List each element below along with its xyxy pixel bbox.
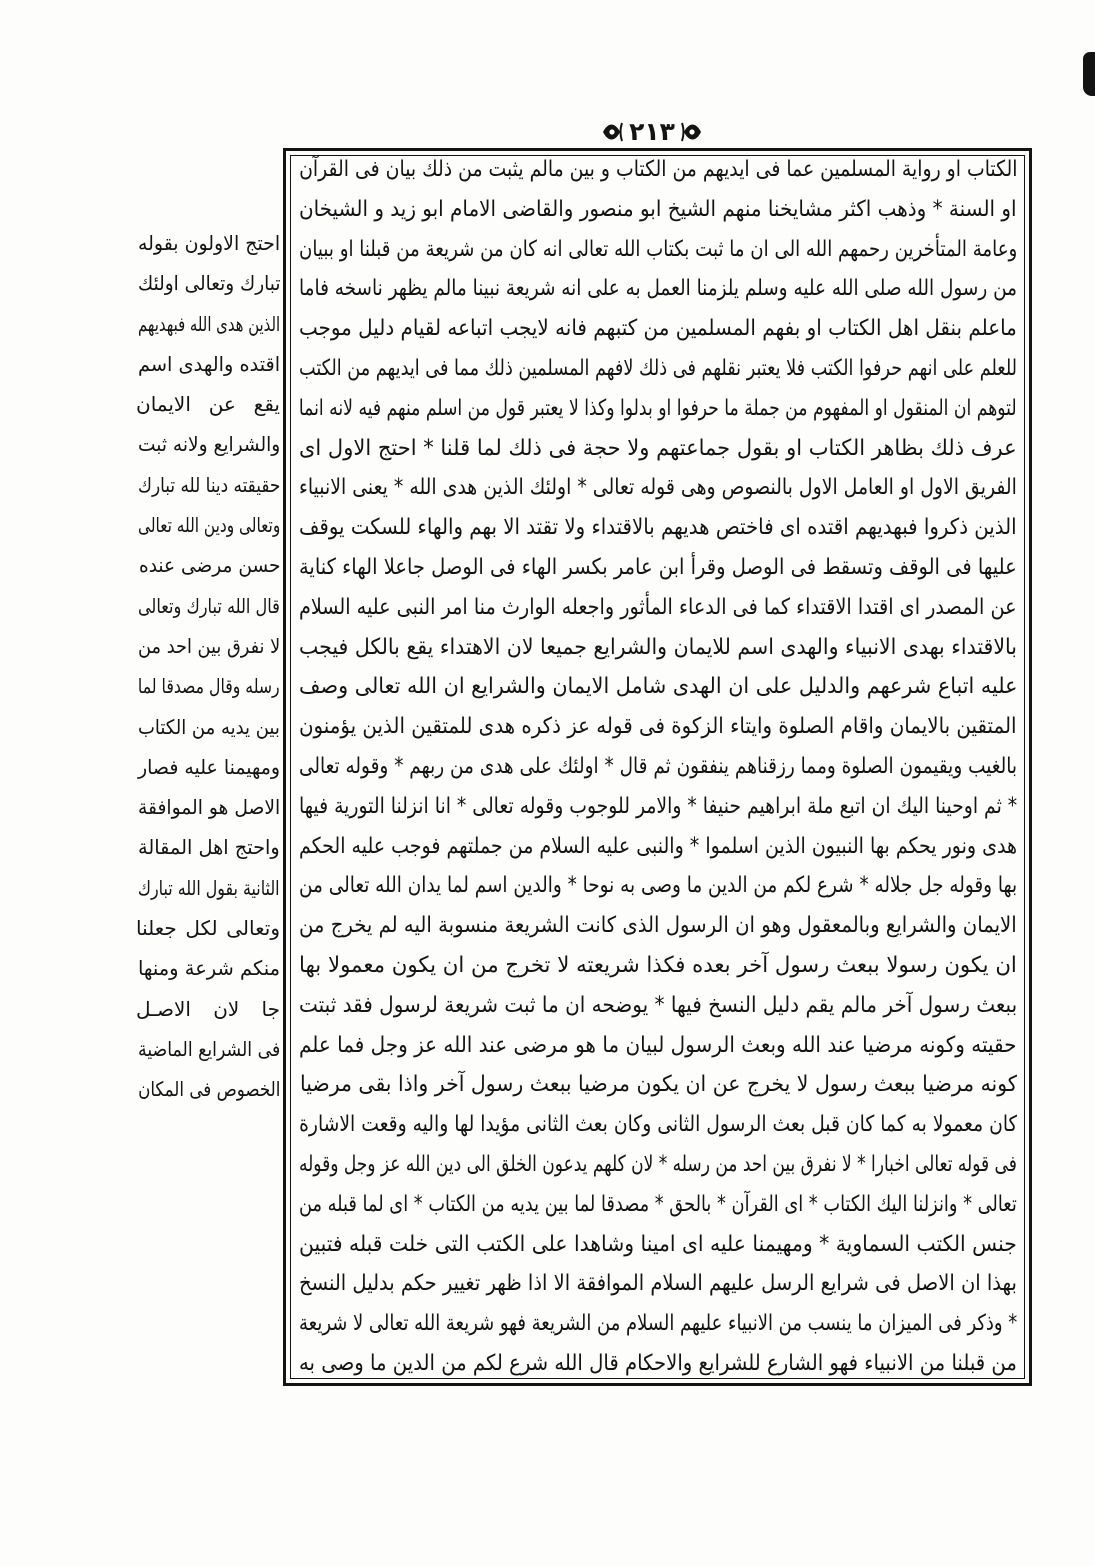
text-line <box>297 986 1017 1026</box>
line-text: بالاقتداء بهدى الانبياء والهدى اسم للايمان والشرايع جميعا لان الاهتداء يقع بالكل فيجب <box>299 634 1017 660</box>
margin-line-text: قال الله تبارك وتعالى <box>138 593 280 618</box>
margin-line-text: يقع عن الايمان <box>136 392 280 417</box>
margin-line <box>136 747 280 787</box>
margin-line <box>136 989 280 1029</box>
margin-line-text: منكم شرعة ومنها <box>138 956 280 981</box>
line-text: تعالى * وانزلنا اليك الكتاب * اى القرآن * بالحق * مصدقا لما بين يديه من الكتاب * اى لما قبله من <box>299 1191 1017 1217</box>
text-line <box>297 827 1017 867</box>
margin-line-text: رسله وقال مصدقا لما <box>138 674 280 699</box>
line-text: من رسول الله صلى الله عليه وسلم يلزمنا العمل به على انه شريعة نبينا مالم يظهر ناسخه فاما <box>298 276 1017 302</box>
text-line <box>297 946 1017 986</box>
line-text: كان معمولا به كما كان قبل بعث الرسول الثانى وكان بعث الثانى مؤيدا لها واليه وقعت الاشارة <box>298 1112 1017 1138</box>
text-line <box>297 309 1017 349</box>
margin-note-block <box>136 223 280 1110</box>
margin-line-text: حسن مرضى عنده <box>138 553 280 578</box>
text-line <box>297 1105 1017 1145</box>
margin-line-text: ومهيمنا عليه فصار <box>138 754 280 779</box>
margin-line <box>136 384 280 424</box>
text-line <box>297 667 1017 707</box>
text-line <box>297 1304 1017 1344</box>
margin-line-text: تبارك وتعالى اولئك <box>137 271 280 296</box>
text-line <box>297 230 1017 270</box>
margin-line-text: احتج الاولون بقوله <box>137 231 280 255</box>
line-text: عليها فى الوقف وتسقط فى الوصل وقرأ ابن عامر بكسر الهاء فى الوصل جاعلا الهاء كناية <box>299 554 1017 580</box>
margin-line <box>136 787 280 827</box>
margin-line <box>136 263 280 303</box>
margin-line <box>136 223 280 263</box>
text-line <box>297 349 1017 389</box>
margin-line-text: واحتج اهل المقالة <box>138 835 280 860</box>
line-text: من قبلنا من الانبياء فهو الشارع للشرايع والاحكام قال الله شرع لكم من الدين ما وصى به <box>299 1350 1017 1376</box>
text-line <box>297 1185 1017 1225</box>
line-text: هدى ونور يحكم بها النبيون الذين اسلموا * والنبى عليه السلام من جملتهم فوجب عليه الحكم <box>299 833 1017 859</box>
margin-line <box>136 1029 280 1069</box>
text-line <box>297 190 1017 230</box>
margin-line <box>136 304 280 344</box>
margin-line-text: لا نفرق بين احد من <box>137 633 280 658</box>
margin-line <box>136 827 280 867</box>
margin-line-text: جا لان الاصـل <box>136 996 280 1021</box>
text-line <box>297 1225 1017 1265</box>
margin-line <box>136 586 280 626</box>
line-text: او السنة * وذهب اكثر مشايخنا منهم الشيخ ابو منصور والقاضى الامام ابو زيد و الشيخان <box>299 196 1017 222</box>
ornament-left-icon <box>601 118 625 146</box>
margin-line-text: الاصل هو الموافقة <box>137 795 280 820</box>
line-text: بالغيب ويقيمون الصلوة ومما رزقناهم ينفقون ثم قال * اولئك على هدى من ربهم * وقوله تعالى <box>298 753 1017 779</box>
margin-line <box>136 948 280 988</box>
text-line <box>297 866 1017 906</box>
text-line <box>297 707 1017 747</box>
line-text: المتقين بالايمان واقام الصلوة وايتاء الزكوة فى قوله عز ذكره هدى للمتقين الذين يؤمنون <box>299 714 1017 740</box>
text-line <box>297 150 1017 190</box>
margin-line-text: فى الشرايع الماضية <box>137 1036 280 1061</box>
margin-line <box>136 868 280 908</box>
margin-line-text: الثانية بقول الله تبارك <box>138 875 280 900</box>
line-text: الكتاب او رواية المسلمين عما فى ايديهم من الكتاب و بين مالم يثبت من ذلك بيان فى القرآن <box>298 157 1017 182</box>
margin-line-text: بين يديه من الكتاب <box>138 714 280 739</box>
line-text: كونه مرضيا ببعث رسول لا يخرج عن ان يكون مرضيا ببعث رسول آخر واذا بقى مرضيا <box>299 1072 1017 1098</box>
margin-line-text: اقتده والهدى اسم <box>137 351 280 376</box>
line-text: * ثم اوحينا اليك ان اتبع ملة ابراهيم حنيفا * والامر للوجوب وقوله تعالى * انا انزلنا التورية فيها <box>298 793 1017 819</box>
margin-line-text: وتعالى ودين الله تعالى <box>137 513 280 538</box>
margin-line <box>136 1069 280 1109</box>
text-line <box>297 468 1017 508</box>
text-line <box>297 906 1017 946</box>
margin-line-text: الخصوص فى المكان <box>137 1077 280 1102</box>
margin-line <box>136 465 280 505</box>
margin-line <box>136 424 280 464</box>
margin-line-text: الذين هدى الله فبهديهم <box>137 311 280 336</box>
text-line <box>297 747 1017 787</box>
line-text: عن المصدر اى اقتدا الاقتداء كما فى الدعاء المأثور واجعله الوارث منا امر النبى عليه السلام <box>299 594 1017 620</box>
margin-line-text: والشرايع ولانه ثبت <box>137 432 280 457</box>
margin-line <box>136 344 280 384</box>
line-text: لتوهم ان المنقول او المفهوم من جملة ما حرفوا او بدلوا وكذا لا يعتبر قول من اسلم منهم فيه لانه انما <box>299 395 1017 421</box>
text-line <box>297 269 1017 309</box>
line-text: الذين ذكروا فبهديهم اقتده اى فاختص هديهم بالاقتداء ولا تقتد الا بهم والهاء للسكت يوقف <box>299 515 1017 541</box>
line-text: ان يكون رسولا ببعث رسول آخر بعده فكذا شريعته لا تخرج من ان يكون معمولا بها <box>299 952 1017 978</box>
margin-line <box>136 626 280 666</box>
scan-edge-mark <box>1083 52 1095 96</box>
text-line <box>297 628 1017 668</box>
text-line <box>297 1026 1017 1066</box>
line-text: الايمان والشرايع وبالمعقول وهو ان الرسول الذى كانت الشريعة منسوبة اليه لم يخرج من <box>299 913 1017 939</box>
line-text: عرف ذلك بظاهر الكتاب او بقول جماعتهم ولا حجة فى ذلك لما قلنا * احتج الاول اى <box>299 435 1017 461</box>
text-line <box>297 389 1017 429</box>
line-text: للعلم على انهم حرفوا الكتب فلا يعتبر نقلهم فى ذلك لافهم المسلمين ذلك مما فى ايديهم من الكتب <box>298 355 1017 381</box>
text-line <box>297 1264 1017 1304</box>
line-text: حقيته وكونه مرضيا عند الله وبعث الرسول لبيان ما هو مرضى عند الله عز وجل فما علم <box>299 1032 1017 1058</box>
line-text: * وذكر فى الميزان ما ينسب من الانبياء عليهم السلام من الشريعة فهو شريعة الله تعالى لا شريعة <box>298 1311 1017 1337</box>
text-line <box>297 1145 1017 1185</box>
line-text: وعامة المتأخرين رحمهم الله الى ان ما ثبت بكتاب الله تعالى انه كان من شريعة من قبلنا او ببيان <box>298 236 1017 262</box>
line-text: جنس الكتب السماوية * ومهيمنا عليه اى امينا وشاهدا على الكتب التى خلت قبله فتبين <box>299 1231 1017 1257</box>
line-text: ماعلم بنقل اهل الكتاب او بفهم المسلمين من كتبهم فانه لايجب اتباعه لقيام دليل موجب <box>299 316 1017 342</box>
text-line <box>297 588 1017 628</box>
margin-line-text: حقيقته دينا لله تبارك <box>137 472 280 497</box>
main-text-block <box>297 150 1017 1384</box>
margin-line-text: وتعالى لكل جعلنا <box>136 916 280 941</box>
text-line <box>297 548 1017 588</box>
page-header <box>582 112 722 152</box>
text-line <box>297 429 1017 469</box>
text-line <box>297 1344 1017 1384</box>
line-text: بها وقوله جل جلاله * شرع لكم من الدين ما وصى به نوحا * والدين اسم لما يدان الله تعالى من <box>298 873 1017 899</box>
line-text: الفريق الاول او العامل الاول بالنصوص وهى قوله تعالى * اولئك الذين هدى الله * يعنى الانبياء <box>299 475 1017 501</box>
margin-line <box>136 505 280 545</box>
ornament-right-icon <box>679 118 703 146</box>
text-line <box>297 787 1017 827</box>
line-text: عليه اتباع شرعهم والدليل على ان الهدى شامل الايمان والشرايع ان الله تعالى وصف <box>298 674 1017 700</box>
line-text: ببعث رسول آخر مالم يقم دليل النسخ فيها * يوضحه ان ما ثبت شريعة لرسول فقد ثبتت <box>298 992 1017 1018</box>
margin-line <box>136 707 280 747</box>
margin-line <box>136 908 280 948</box>
text-line <box>297 1065 1017 1105</box>
line-text: فى قوله تعالى اخبارا * لا نفرق بين احد من رسله * لان كلهم يدعون الخلق الى دين الله عز وجل وقوله <box>299 1151 1017 1177</box>
page-number: ٢١٣ <box>629 117 675 146</box>
margin-line <box>136 545 280 585</box>
line-text: بهذا ان الاصل فى شرايع الرسل عليهم السلام الموافقة الا اذا ظهر تغيير حكم بدليل النسخ <box>299 1271 1017 1297</box>
text-line <box>297 508 1017 548</box>
margin-line <box>136 666 280 706</box>
